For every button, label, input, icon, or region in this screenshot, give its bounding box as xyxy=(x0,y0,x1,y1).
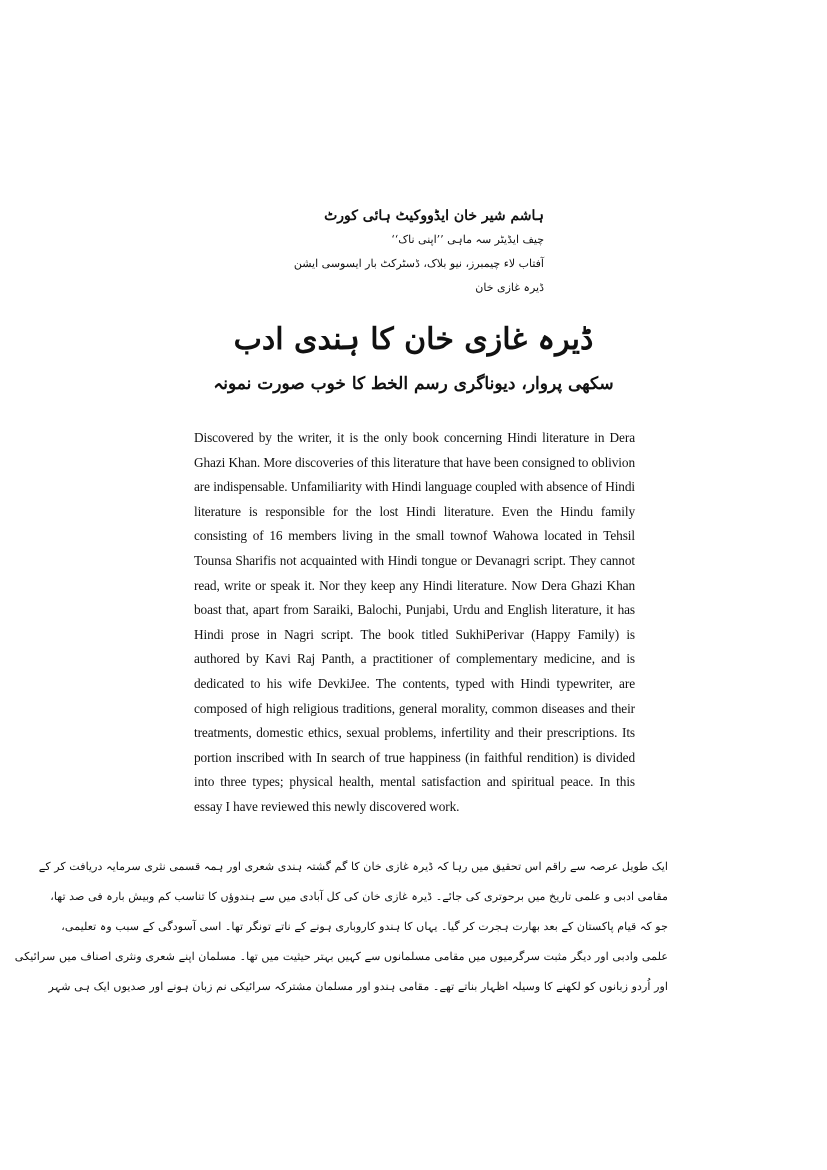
paper-subtitle: سکھی پروار، دیوناگری رسم الخط کا خوب صورت نمونہ xyxy=(213,374,614,394)
author-address: آفتاب لاء چیمبرز، نیو بلاک، ڈسٹرکٹ بار ایسوسی ایشن xyxy=(293,257,544,270)
author-role: چیف ایڈیٹر سہ ماہی ’’اپنی ناک‘‘ xyxy=(391,233,544,246)
author-city: ڈیرہ غازی خان xyxy=(475,281,544,294)
urdu-body-line: جو کہ قیام پاکستان کے بعد بھارت ہجرت کر گیا۔ یہاں کا ہندو کاروباری ہونے کے ناتے تونگر تھا۔ اسی آسودگی کے سبب وہ تعلیمی، xyxy=(61,920,668,933)
urdu-body-line: ایک طویل عرصہ سے راقم اس تحقیق میں رہا کہ ڈیرہ غازی خان کا گم گشتہ ہندی شعری اور ہمہ قسمی نثری سرمایہ دریافت کر کے xyxy=(38,860,668,873)
paper-title: ڈیرہ غازی خان کا ہندی ادب xyxy=(233,322,594,357)
author-name: ہاشم شیر خان ایڈووکیٹ ہائی کورٹ xyxy=(324,208,544,224)
urdu-body-line: علمی وادبی اور دیگر مثبت سرگرمیوں میں مقامی مسلمانوں سے کہیں بہتر حیثیت میں تھا۔ مسلمان اپنے شعری ونثری اصناف میں سرائیکی xyxy=(14,950,668,963)
urdu-body-line: مقامی ادبی و علمی تاریخ میں برحوتری کی جائے۔ ڈیرہ غازی خان کی کل آبادی میں سے ہندوؤں کا تناسب کم وبیش بارہ فی صد تھا، xyxy=(50,890,668,903)
english-abstract: Discovered by the writer, it is the only book concerning Hindi literature in Dera Ghazi Khan. More discoveries of this literature that have been consigned to oblivion are indispensable. Unfamiliarity with Hindi language coupled with absence of Hindi literature is responsible for the lost Hindi literature. Even the Hindu family consisting of 16 members living in the small townof Wahowa located in Tehsil Tounsa Sharifis not acquainted with Hindi tongue or Devanagri script. They cannot read, write or speak it. Nor they keep any Hindi literature. Now Dera Ghazi Khan boast that, apart from Saraiki, Balochi, Punjabi, Urdu and English literature, it has Hindi prose in Nagri script. The book titled SukhiPerivar (Happy Family) is authored by Kavi Raj Panth, a practitioner of complementary medicine, and is dedicated to his wife DevkiJee. The contents, typed with Hindi typewriter, are composed of high religious traditions, general morality, common diseases and their treatments, domestic ethics, sexual problems, infertility and their prescriptions. Its portion inscribed with In search of true happiness (in faithful rendition) is divided into three types; physical health, mental satisfaction and spiritual peace. In this essay I have reviewed this newly discovered work. xyxy=(194,430,635,814)
author-block xyxy=(184,204,544,300)
urdu-body-text xyxy=(14,852,668,1012)
urdu-body-line: اور اُردو زبانوں کو لکھنے کا وسیلہ اظہار بناتے تھے۔ مقامی ہندو اور مسلمان مشترکہ سرائیکی نم زبان ہونے اور صدیوں ایک ہی شہر xyxy=(48,980,668,993)
